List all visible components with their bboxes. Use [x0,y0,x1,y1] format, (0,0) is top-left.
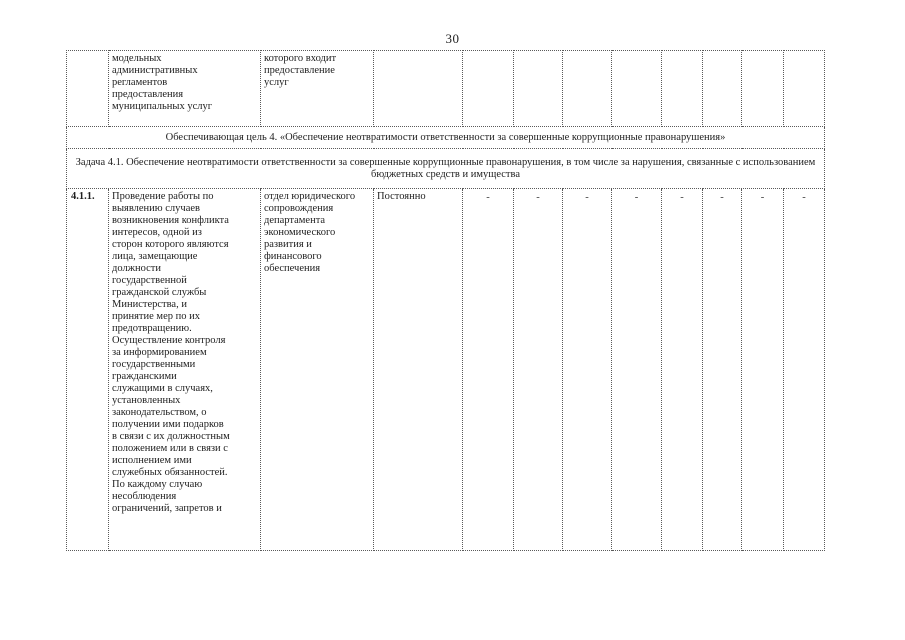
cell-measure-name [109,189,261,551]
cell-deadline: Постоянно [374,189,463,551]
page-number: 30 [445,31,460,46]
cell-empty [662,51,703,127]
cell-measure-name-continued [109,51,261,127]
cell-value-5: - [662,189,703,551]
cell-value-2: - [514,189,563,551]
measures-table [66,50,825,551]
measure-name-text: Проведение работы по выявлению случаев возникновения конфликта интересов, одной из сторон которого являются лица, замещающие должности государственной гражданской службы Министерства, и принятие мер по их предотвращению. Осуществление контроля за информированием государственными гражданскими служащими в случаях, установленных законодательством, о получении ими подарков в связи с их должностным положением или в связи с исполнением ими служебных обязанностей. По каждому случаю несоблюдения ограничений, запретов и [112,191,230,514]
task-heading: Задача 4.1. Обеспечение неотвратимости ответственности за совершенные коррупционные правонарушения, в том числе за нарушения, связанные с использованием бюджетных средств и имущества [67,149,825,189]
cell-value-1: - [463,189,514,551]
cell-value-3: - [563,189,612,551]
cell-value-7: - [742,189,784,551]
cell-value-8: - [784,189,825,551]
table-row-task [67,149,825,189]
cell-empty [563,51,612,127]
goal-heading: Обеспечивающая цель 4. «Обеспечение неотвратимости ответственности за совершенные коррупционные правонарушения» [67,127,825,149]
cell-empty [374,51,463,127]
measure-number: 4.1.1. [67,189,109,551]
cell-empty [742,51,784,127]
cell-empty [612,51,662,127]
executor-text: которого входит предоставление услуг [264,53,337,88]
cell-empty [514,51,563,127]
cell-executor [261,189,374,551]
cell-empty [784,51,825,127]
table-row-measure [67,189,825,551]
cell-empty [703,51,742,127]
executor-text: отдел юридического сопровождения департамента экономического развития и финансового обеспечения [264,191,356,274]
measure-name-text: модельных административных регламентов предоставления муниципальных услуг [112,53,213,112]
cell-executor-continued [261,51,374,127]
cell-value-6: - [703,189,742,551]
table-row-continuation [67,51,825,127]
cell-empty [463,51,514,127]
table-row-goal [67,127,825,149]
cell-value-4: - [612,189,662,551]
cell-number-empty [67,51,109,127]
